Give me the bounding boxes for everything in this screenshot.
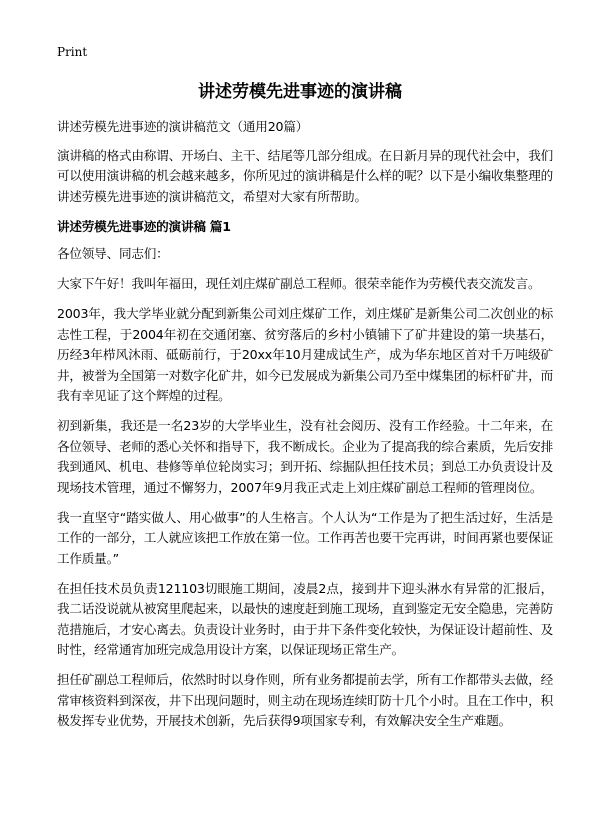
print-link[interactable]: Print: [57, 45, 88, 59]
section-heading: 讲述劳模先进事迹的演讲稿 篇1: [57, 218, 231, 234]
body-paragraph: 大家下午好！我叫年福田，现任刘庄煤矿副总工程师。很荣幸能作为劳模代表交流发言。: [57, 276, 541, 291]
body-paragraph: 初到新集，我还是一名23岁的大学毕业生，没有社会阅历、没有工作经验。十二年来，在各位领导、老师的悉心关怀和指导下，我不断成长。企业为了提高我的综合素质，先后安排我到通风、机电、巷修等单位轮岗实习；到开拓、综掘队担任技术员；到总工办负责设计及现场技术管理，通过不懈努力，2007年9月我正式走上刘庄煤矿副总工程师的管理岗位。: [57, 418, 553, 495]
body-paragraph: 我一直坚守“踏实做人、用心做事”的人生格言。个人认为“工作是为了把生活过好，生活是工作的一部分，工人就应该把工作放在第一位。工作再苦也要干完再讲，时间再紧也要保证工作质量。”: [57, 509, 553, 566]
intro-paragraph: 演讲稿的格式由称谓、开场白、主干、结尾等几部分组成。在日新月异的现代社会中，我们可以使用演讲稿的机会越来越多，你所见过的演讲稿是什么样的呢？以下是小编收集整理的讲述劳模先进事迹的演讲稿范文，希望对大家有所帮助。: [57, 147, 553, 204]
article-subtitle: 讲述劳模先进事迹的演讲稿范文（通用20篇）: [57, 119, 309, 134]
body-paragraph: 担任矿副总工程师后，依然时时以身作则，所有业务都提前去学，所有工作都带头去做，经常审核资料到深夜，井下出现问题时，则主动在现场连续盯防十几个小时。且在工作中，积极发挥专业优势，开展技术创新，先后获得9项国家专利，有效解决安全生产难题。: [57, 672, 553, 728]
page-title: 讲述劳模先进事迹的演讲稿: [198, 82, 402, 102]
body-paragraph: 2003年，我大学毕业就分配到新集公司刘庄煤矿工作，刘庄煤矿是新集公司二次创业的标志性工程，于2004年初在交通闭塞、贫穷落后的乡村小镇铺下了矿井建设的第一块基石，历经3年栉风沐雨、砥砺前行，于20xx年10月建成试生产，成为华东地区首对千万吨级矿井，被誉为全国第一对数字化矿井，如今已发展成为新集公司乃至中煤集团的标杆矿井，而我有幸见证了这个辉煌的过程。: [57, 306, 553, 403]
salutation-paragraph: 各位领导、同志们：: [57, 246, 169, 261]
body-paragraph: 在担任技术员负责121103切眼施工期间，凌晨2点，接到井下迎头淋水有异常的汇报后，我二话没说就从被窝里爬起来，以最快的速度赶到施工现场，直到鉴定无安全隐患，完善防范措施后，才安心离去。负责设计业务时，由于井下条件变化较快，为保证设计超前性、及时性，经常通宵加班完成急用设计方案，以保证现场正常生产。: [57, 580, 553, 657]
article-body: [57, 117, 553, 741]
